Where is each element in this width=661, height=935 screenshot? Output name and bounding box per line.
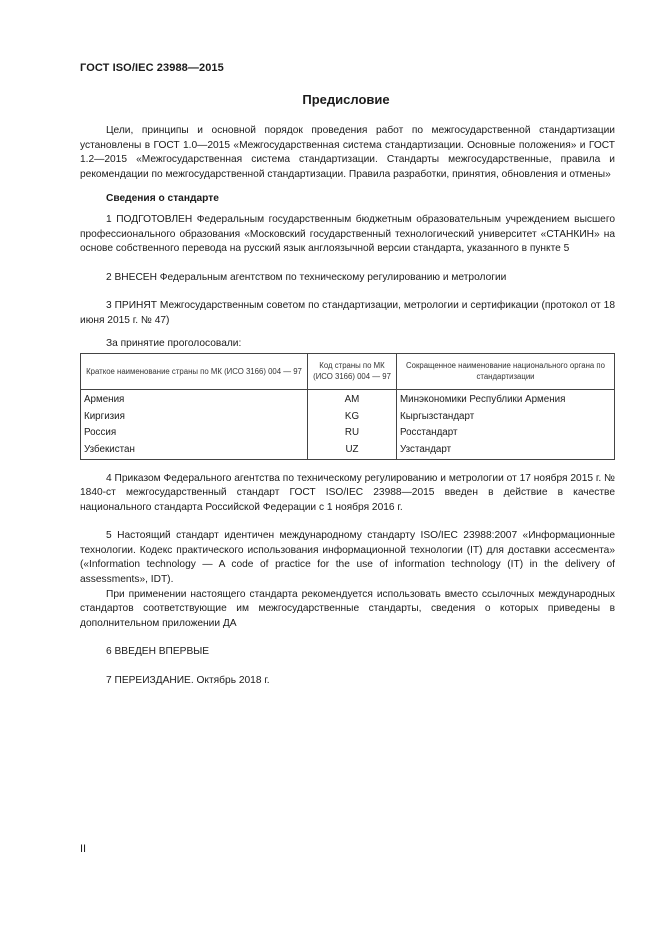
votes-intro: За принятие проголосовали:: [106, 337, 242, 349]
header-country-code: Код страны по МК (ИСО 3166) 004 — 97: [308, 354, 397, 390]
votes-table-header-row: [81, 354, 615, 390]
standards-body-cell: Узстандарт: [397, 442, 615, 459]
table-row: [81, 425, 615, 442]
country-name-cell: Армения: [81, 390, 308, 409]
country-code-cell: UZ: [308, 442, 397, 459]
item-6-paragraph: 6 ВВЕДЕН ВПЕРВЫЕ: [106, 646, 210, 658]
country-code-cell: RU: [308, 425, 397, 442]
item-5-paragraph: 5 Настоящий стандарт идентичен международному стандарту ISO/IEC 23988:2007 «Информационные технологии. Кодекс практического использования информационной технологии (IT) для доставки ассесмента» («Information technology — A code of practice for the use of information technology (IT) in the delivery of assessments», IDT).: [80, 530, 615, 586]
country-name-cell: Узбекистан: [81, 442, 308, 459]
standards-body-cell: Минэкономики Республики Армения: [397, 390, 615, 409]
preface-body: [80, 124, 615, 689]
table-row: [81, 409, 615, 426]
item-7-paragraph: 7 ПЕРЕИЗДАНИЕ. Октябрь 2018 г.: [106, 675, 270, 687]
header-country-name: Краткое наименование страны по МК (ИСО 3166) 004 — 97: [81, 354, 308, 390]
item-1-paragraph: 1 ПОДГОТОВЛЕН Федеральным государственным бюджетным образовательным учреждением высшего профессионального образования «Московский государственный технологический университет «СТАНКИН» на основе собственного перевода на русский язык англоязычной версии стандарта, указанного в пункте 5: [80, 213, 615, 255]
item-2-paragraph: 2 ВНЕСЕН Федеральным агентством по техническому регулированию и метрологии: [106, 271, 507, 283]
votes-table: [80, 353, 615, 459]
table-row: [81, 442, 615, 459]
intro-paragraph: Цели, принципы и основной порядок проведения работ по межгосударственной стандартизации установлены в ГОСТ 1.0—2015 «Межгосударственная система стандартизации. Основные положения» и ГОСТ 1.2—2015 «Межгосударственная система стандартизации. Стандарты межгосударственные, правила и рекомендации по межгосударственной стандартизации. Правила разработки, принятия, обновления и отмены»: [80, 125, 615, 180]
document-code-header: ГОСТ ISO/IEC 23988—2015: [80, 62, 224, 74]
country-code-cell: KG: [308, 409, 397, 426]
header-standards-body: Сокращенное наименование национального органа по стандартизации: [397, 354, 615, 390]
item-5-note-paragraph: При применении настоящего стандарта рекомендуется использовать вместо ссылочных международных стандартов соответствующие им межгосударственные стандарты, сведения о которых приведены в дополнительном приложении ДА: [80, 588, 615, 629]
table-row: [81, 390, 615, 409]
standards-body-cell: Росстандарт: [397, 425, 615, 442]
page-number: II: [80, 843, 87, 855]
page-title: Предисловие: [302, 92, 390, 107]
item-3-paragraph: 3 ПРИНЯТ Межгосударственным советом по стандартизации, метрологии и сертификации (протокол от 18 июня 2015 г. № 47): [80, 300, 615, 326]
section-heading: Сведения о стандарте: [106, 193, 219, 205]
country-name-cell: Киргизия: [81, 409, 308, 426]
country-name-cell: Россия: [81, 425, 308, 442]
standards-body-cell: Кыргызстандарт: [397, 409, 615, 426]
country-code-cell: AM: [308, 390, 397, 409]
item-4-paragraph: 4 Приказом Федерального агентства по техническому регулированию и метрологии от 17 ноября 2015 г. № 1840-ст межгосударственный стандарт ГОСТ ISO/IEC 23988—2015 введен в действие в качестве национального стандарта Российской Федерации с 1 ноября 2016 г.: [80, 472, 615, 513]
